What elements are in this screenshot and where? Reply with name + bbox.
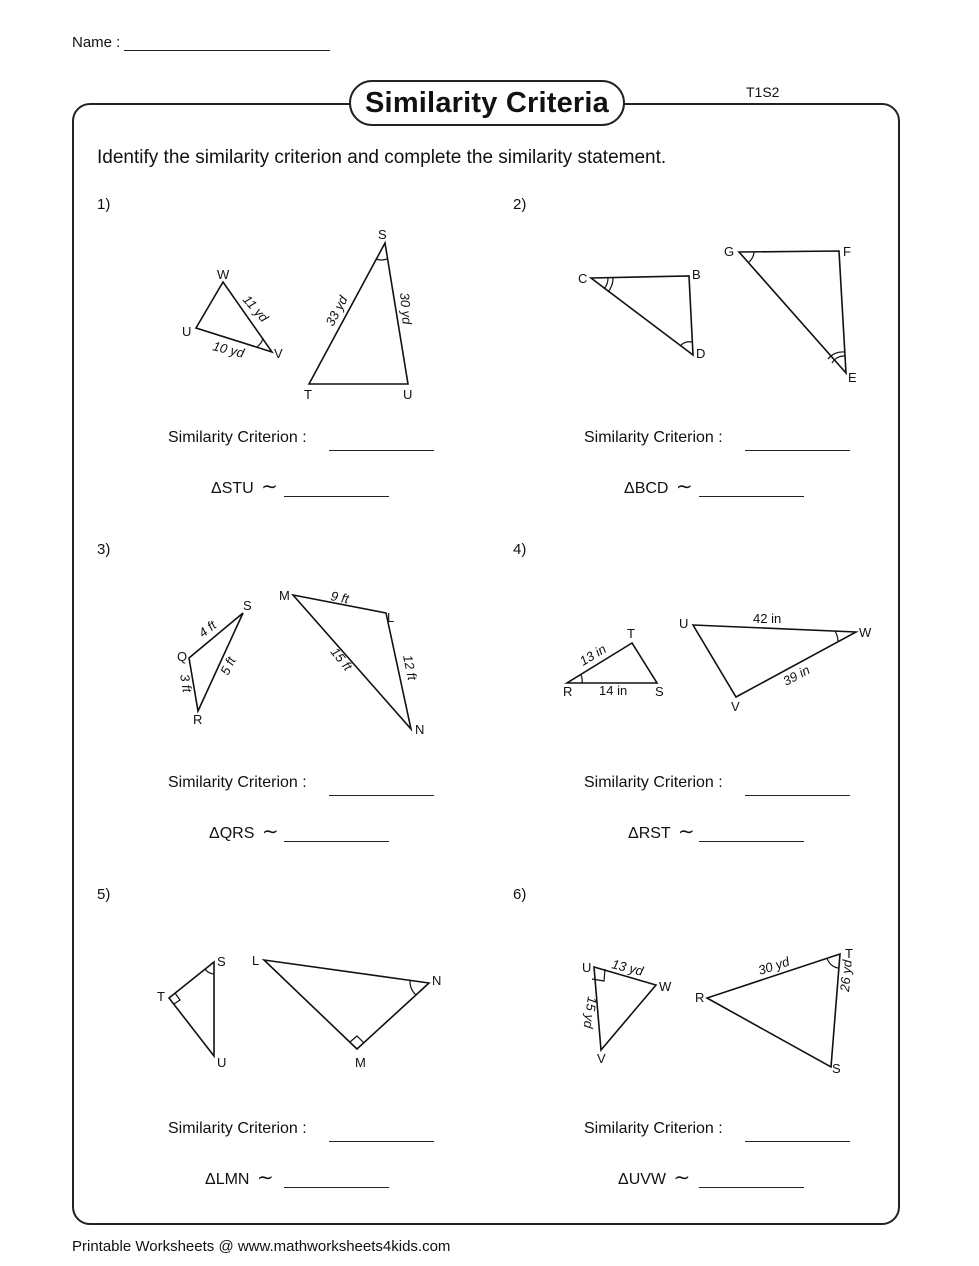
side-length: 3 ft	[177, 672, 195, 694]
criterion-label: Similarity Criterion :	[584, 774, 723, 791]
triangle-name: ΔBCD	[624, 480, 669, 497]
side-length: 26 yd	[837, 959, 855, 993]
criterion-answer-blank[interactable]	[745, 450, 850, 451]
problem-number: 2)	[513, 196, 527, 213]
problem-2-figure	[578, 244, 857, 385]
problem-number: 1)	[97, 196, 111, 213]
angle-mark	[257, 338, 263, 347]
triangle-name: ΔSTU	[211, 480, 254, 497]
statement-answer-blank[interactable]	[699, 841, 804, 842]
vertex-label: Q	[177, 649, 188, 664]
vertex-label: S	[378, 227, 387, 242]
side-length: 13 in	[576, 641, 609, 669]
vertex-label: M	[355, 1055, 366, 1070]
criterion-label: Similarity Criterion :	[168, 1120, 307, 1137]
vertex-label: C	[578, 271, 588, 286]
similarity-statement	[628, 819, 695, 844]
triangle-lnm	[264, 960, 429, 1049]
triangle-gfe	[739, 251, 846, 373]
vertex-label: L	[252, 953, 260, 968]
vertex-label: R	[563, 684, 573, 699]
vertex-label: N	[432, 973, 442, 988]
side-length: 11 yd	[239, 291, 272, 325]
similarity-statement	[209, 819, 279, 844]
vertex-label: T	[304, 387, 312, 402]
vertex-label: U	[182, 324, 192, 339]
angle-mark	[827, 958, 838, 968]
similar-symbol: ∼	[261, 476, 278, 498]
problem-6-figure	[580, 946, 854, 1076]
vertex-label: U	[679, 616, 689, 631]
vertex-label: R	[695, 990, 705, 1005]
vertex-label: U	[582, 960, 592, 975]
side-length: 13 yd	[610, 956, 645, 979]
criterion-answer-blank[interactable]	[745, 795, 850, 796]
side-length: 30 yd	[397, 291, 415, 325]
problem-number: 4)	[513, 541, 527, 558]
side-length: 5 ft	[217, 654, 239, 678]
vertex-label: L	[387, 610, 395, 625]
side-length: 9 ft	[329, 588, 351, 607]
side-length: 15 ft	[327, 644, 356, 674]
similar-symbol: ∼	[256, 1167, 274, 1189]
worksheet-title: Similarity Criteria	[349, 80, 625, 126]
similar-symbol: ∼	[673, 1167, 691, 1189]
vertex-label: W	[859, 625, 872, 640]
criterion-answer-blank[interactable]	[329, 450, 434, 451]
criterion-answer-blank[interactable]	[329, 795, 434, 796]
statement-answer-blank[interactable]	[699, 1187, 804, 1188]
problem-number: 6)	[513, 886, 527, 903]
vertex-label: S	[217, 954, 226, 969]
triangle-stu	[309, 243, 408, 384]
vertex-label: T	[627, 626, 635, 641]
side-length: 10 yd	[211, 338, 246, 361]
similarity-statement	[624, 474, 693, 499]
vertex-label: B	[692, 267, 701, 282]
vertex-label: S	[655, 684, 664, 699]
vertex-label: V	[597, 1051, 606, 1066]
problem-number: 5)	[97, 886, 111, 903]
problem-5-figure	[157, 953, 441, 1070]
angle-mark	[410, 980, 416, 995]
statement-answer-blank[interactable]	[284, 496, 389, 497]
angle-mark	[608, 278, 613, 292]
vertex-label: D	[696, 346, 706, 361]
vertex-label: W	[217, 267, 230, 282]
vertex-label: N	[415, 722, 425, 737]
instructions: Identify the similarity criterion and complete the similarity statement.	[97, 147, 667, 168]
vertex-label: M	[279, 588, 290, 603]
triangle-uwv	[693, 625, 856, 697]
triangle-uwv	[594, 967, 656, 1050]
criterion-label: Similarity Criterion :	[584, 1120, 723, 1137]
vertex-label: U	[217, 1055, 227, 1070]
vertex-label: V	[274, 346, 283, 361]
worksheet-code: T1S2	[746, 84, 780, 100]
similar-symbol: ∼	[675, 476, 693, 498]
footer-credit: Printable Worksheets @ www.mathworksheets4kids.com	[72, 1238, 451, 1255]
statement-answer-blank[interactable]	[284, 841, 389, 842]
angle-mark	[205, 969, 214, 974]
triangle-name: ΔUVW	[618, 1171, 667, 1188]
vertex-label: G	[724, 244, 735, 259]
angle-mark	[376, 259, 387, 260]
statement-answer-blank[interactable]	[284, 1187, 389, 1188]
right-angle-mark	[174, 993, 180, 1004]
angle-mark	[604, 278, 608, 289]
similarity-statement	[618, 1165, 690, 1190]
side-length: 33 yd	[322, 293, 351, 329]
angle-mark	[581, 675, 582, 683]
similar-symbol: ∼	[677, 821, 695, 843]
vertex-label: S	[243, 598, 252, 613]
vertex-label: S	[832, 1061, 841, 1076]
problem-4-figure	[563, 611, 872, 714]
vertex-label: T	[845, 946, 853, 961]
triangle-name: ΔRST	[628, 825, 671, 842]
problem-3-figure	[177, 588, 424, 737]
triangle-cbd	[591, 276, 693, 355]
right-angle-mark	[350, 1036, 364, 1043]
vertex-label: F	[843, 244, 851, 259]
side-length: 15 yd	[580, 995, 600, 1030]
triangle-name: ΔQRS	[209, 825, 255, 842]
vertex-label: U	[403, 387, 413, 402]
criterion-label: Similarity Criterion :	[168, 429, 307, 446]
similarity-statement	[211, 474, 278, 499]
criterion-label: Similarity Criterion :	[168, 774, 307, 791]
vertex-label: T	[157, 989, 165, 1004]
side-length: 14 in	[599, 683, 628, 698]
side-length: 4 ft	[195, 617, 220, 641]
side-length: 30 yd	[756, 953, 792, 978]
similarity-statement	[205, 1165, 274, 1190]
vertex-label: V	[731, 699, 740, 714]
similar-symbol: ∼	[261, 821, 279, 843]
side-length: 39 in	[780, 662, 813, 689]
problem-number: 3)	[97, 541, 111, 558]
vertex-label: W	[659, 979, 672, 994]
side-length: 12 ft	[400, 653, 420, 682]
vertex-label: R	[193, 712, 203, 727]
problem-1-figure	[182, 227, 415, 402]
side-length: 42 in	[753, 611, 782, 626]
criterion-answer-blank[interactable]	[329, 1141, 434, 1142]
vertex-label: E	[848, 370, 857, 385]
angle-mark	[835, 631, 838, 642]
name-label: Name :	[72, 34, 121, 51]
criterion-label: Similarity Criterion :	[584, 429, 723, 446]
criterion-answer-blank[interactable]	[745, 1141, 850, 1142]
angle-mark	[832, 356, 845, 363]
statement-answer-blank[interactable]	[699, 496, 804, 497]
angle-mark	[680, 342, 692, 346]
triangle-stu	[169, 962, 214, 1056]
triangle-name: ΔLMN	[205, 1171, 250, 1188]
angle-mark	[749, 252, 754, 262]
